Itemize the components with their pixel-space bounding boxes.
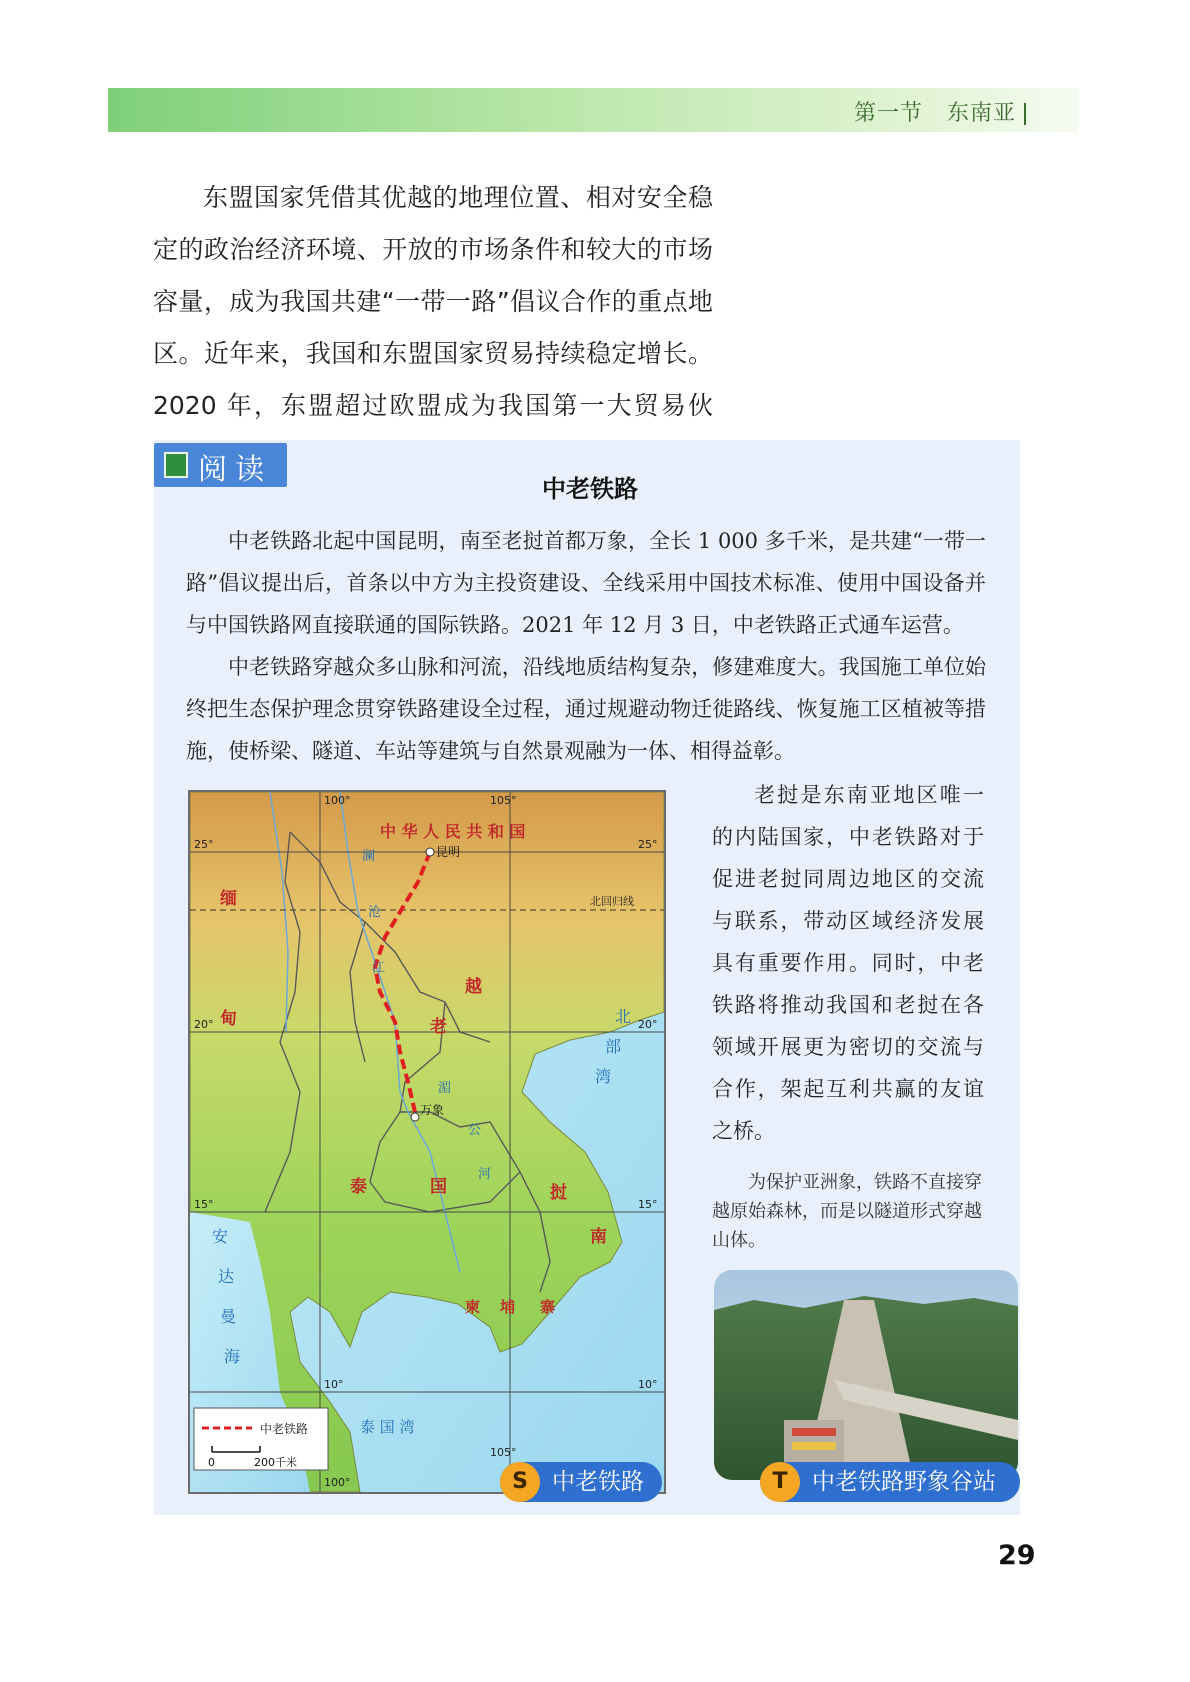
photo-caption: 为保护亚洲象，铁路不直接穿越原始森林，而是以隧道形式穿越山体。 [712,1172,982,1251]
label-kunming: 昆明 [436,845,461,859]
label-andaman-1: 安 [212,1227,229,1246]
label-andaman-4: 海 [224,1347,241,1366]
map-figure-title: 中老铁路 [552,1469,644,1495]
label-gulf-tonkin-1: 北 [615,1007,632,1026]
book-icon [164,452,188,478]
legend-railway-label: 中老铁路 [260,1422,309,1436]
vientiane-dot [411,1113,419,1121]
label-lancang-3: 江 [372,961,386,976]
photo-figure-title: 中老铁路野象谷站 [812,1469,996,1495]
label-lancang-1: 澜 [362,849,376,864]
map-legend [194,1408,328,1470]
reading-body [186,520,986,772]
label-mekong-2: 公 [468,1123,482,1138]
scale-start: 0 [208,1456,215,1469]
photo-figure-badge: T [760,1462,800,1502]
lat-15-right: 15° [638,1198,658,1211]
reading-title: 中老铁路 [542,475,638,503]
label-viet-1: 越 [465,977,482,997]
lat-25-right: 25° [638,838,658,851]
reading-paragraph: 中老铁路穿越众多山脉和河流，沿线地质结构复杂，修建难度大。我国施工单位始终把生态保护理念贯穿铁路建设全过程，通过规避动物迁徙路线、恢复施工区植被等措施，使桥梁、隧道、车站等建筑与自然景观融为一体、相得益彰。 [186,655,986,763]
label-gulf-thailand: 泰 国 湾 [360,1418,415,1436]
railway-map [188,790,666,1494]
label-gulf-tonkin-2: 部 [605,1037,622,1056]
map-figure-label [500,1462,662,1502]
reading-tag [154,443,287,487]
chapter-header [854,96,1026,127]
label-cambodia-2: 埔 [500,1298,516,1316]
label-lancang-2: 沧 [368,905,382,920]
laos-side-text: 老挝是东南亚地区唯一的内陆国家，中老铁路对于促进老挝同周边地区的交流与联系，带动区域经济发展具有重要作用。同时，中老铁路将推动我国和老挝在各领域开展更为密切的交流与合作，架起互利共赢的友谊之桥。 [712,783,984,1143]
lat-15-left: 15° [194,1198,214,1211]
section-title: 东南亚 [946,101,1016,126]
label-andaman-3: 曼 [220,1307,237,1326]
lon-100-top: 100° [324,794,351,807]
header-divider [1024,103,1026,125]
lon-105-top: 105° [490,794,517,807]
label-myanmar-1: 缅 [220,889,237,909]
label-viet-2: 南 [590,1227,607,1247]
kunming-dot [426,848,434,856]
label-thailand-1: 泰 [350,1177,367,1197]
scale-end: 200千米 [254,1456,297,1469]
label-china: 中 华 人 民 共 和 国 [380,822,526,841]
label-mekong-1: 湄 [438,1081,452,1096]
label-andaman-2: 达 [218,1267,235,1286]
reading-paragraph: 中老铁路北起中国昆明，南至老挝首都万象，全长 1 000 多千米，是共建“一带一路”倡议提出后，首条以中方为主投资建设、全线采用中国技术标准、使用中国设备并与中国铁路网直接联通的国际铁路。2021 年 12 月 3 日，中老铁路正式通车运营。 [186,529,986,637]
label-mekong-3: 河 [478,1167,492,1182]
label-thailand-2: 国 [430,1177,447,1197]
label-gulf-tonkin-3: 湾 [595,1067,612,1086]
intro-paragraph: 东盟国家凭借其优越的地理位置、相对安全稳定的政治经济环境、开放的市场条件和较大的市场容量，成为我国共建“一带一路”倡议合作的重点地区。近年来，我国和东盟国家贸易持续稳定增长。2020 年，东盟超过欧盟成为我国第一大贸易伙 [153,183,713,420]
lat-20-left: 20° [194,1018,214,1031]
lat-20-right: 20° [638,1018,658,1031]
lat-10-right: 10° [638,1378,658,1391]
label-cambodia-3: 寨 [540,1298,556,1316]
lon-100-bottom: 100° [324,1476,351,1489]
lat-10-left: 10° [324,1378,344,1391]
page-number: 29 [998,1540,1036,1571]
photo-figure-label [760,1462,1020,1502]
label-tropic: 北回归线 [590,895,634,908]
section-number: 第一节 [853,101,923,126]
label-laos-2: 挝 [550,1183,567,1203]
map-figure-badge: S [500,1462,540,1502]
reading-tag-label: 阅读 [198,452,273,486]
lat-25-left: 25° [194,838,214,851]
station-photo [714,1270,1018,1480]
label-myanmar-2: 甸 [220,1009,237,1029]
map-svg [190,792,664,1492]
label-cambodia-1: 柬 [465,1298,481,1316]
label-laos: 老 [430,1017,447,1037]
label-vientiane: 万象 [420,1103,445,1117]
lon-105-bottom: 105° [490,1446,517,1459]
